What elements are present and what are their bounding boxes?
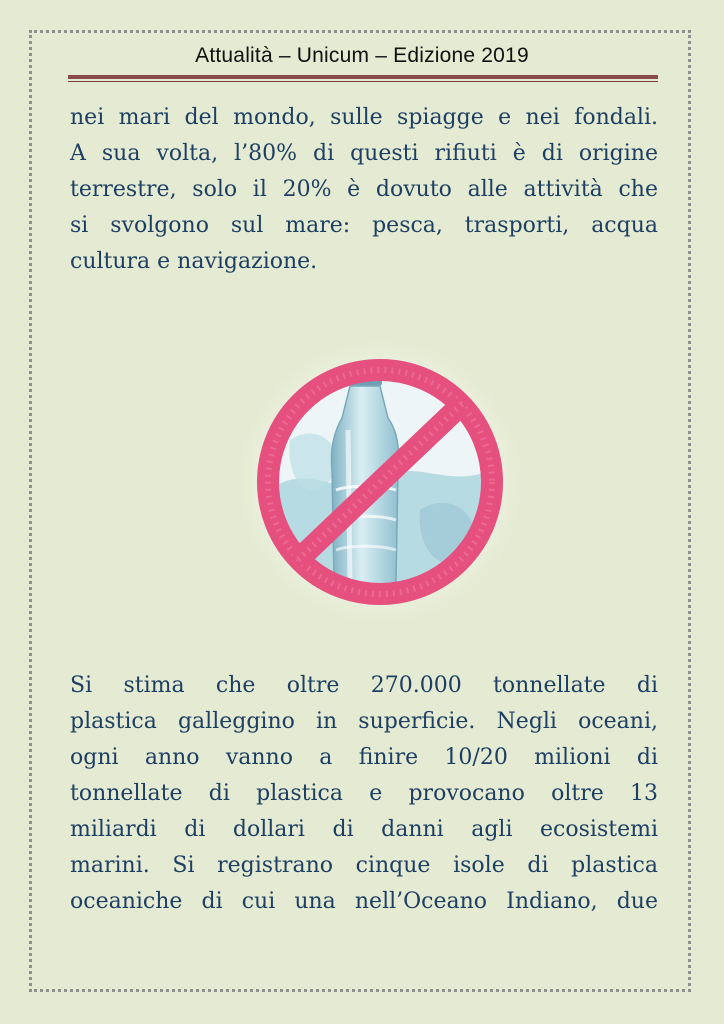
paragraph-line: nei mari del mondo, sulle spiagge e nei fondali. [70,105,658,130]
paragraph-line: si svolgono sul mare: pesca, trasporti, acqua [70,213,658,238]
paragraph-1 [70,100,658,280]
paragraph-line: tonnellate di plastica e provocano oltre 13 [70,781,658,806]
paragraph-line: terrestre, solo il 20% è dovuto alle attività che [70,177,658,202]
paragraph-line: cultura e navigazione. [70,249,318,274]
header-rule-thin [68,81,658,82]
no-plastic-bottle-illustration [230,340,530,620]
paragraph-line: miliardi di dollari di danni agli ecosistemi [70,817,658,842]
header-rule [68,75,658,79]
paragraph-line: Si stima che oltre 270.000 tonnellate di [70,673,658,698]
running-header: Attualità – Unicum – Edizione 2019 [195,44,529,67]
paragraph-2 [70,668,658,920]
paragraph-line: oceaniche di cui una nell’Oceano Indiano, due [70,889,658,914]
paragraph-line: plastica galleggino in superficie. Negli oceani, [70,709,658,734]
paragraph-line: A sua volta, l’80% di questi rifiuti è di origine [70,141,658,166]
paragraph-line: marini. Si registrano cinque isole di plastica [70,853,658,878]
no-plastic-bottle-icon [230,340,530,620]
paragraph-line: ogni anno vanno a finire 10/20 milioni di [70,745,658,770]
